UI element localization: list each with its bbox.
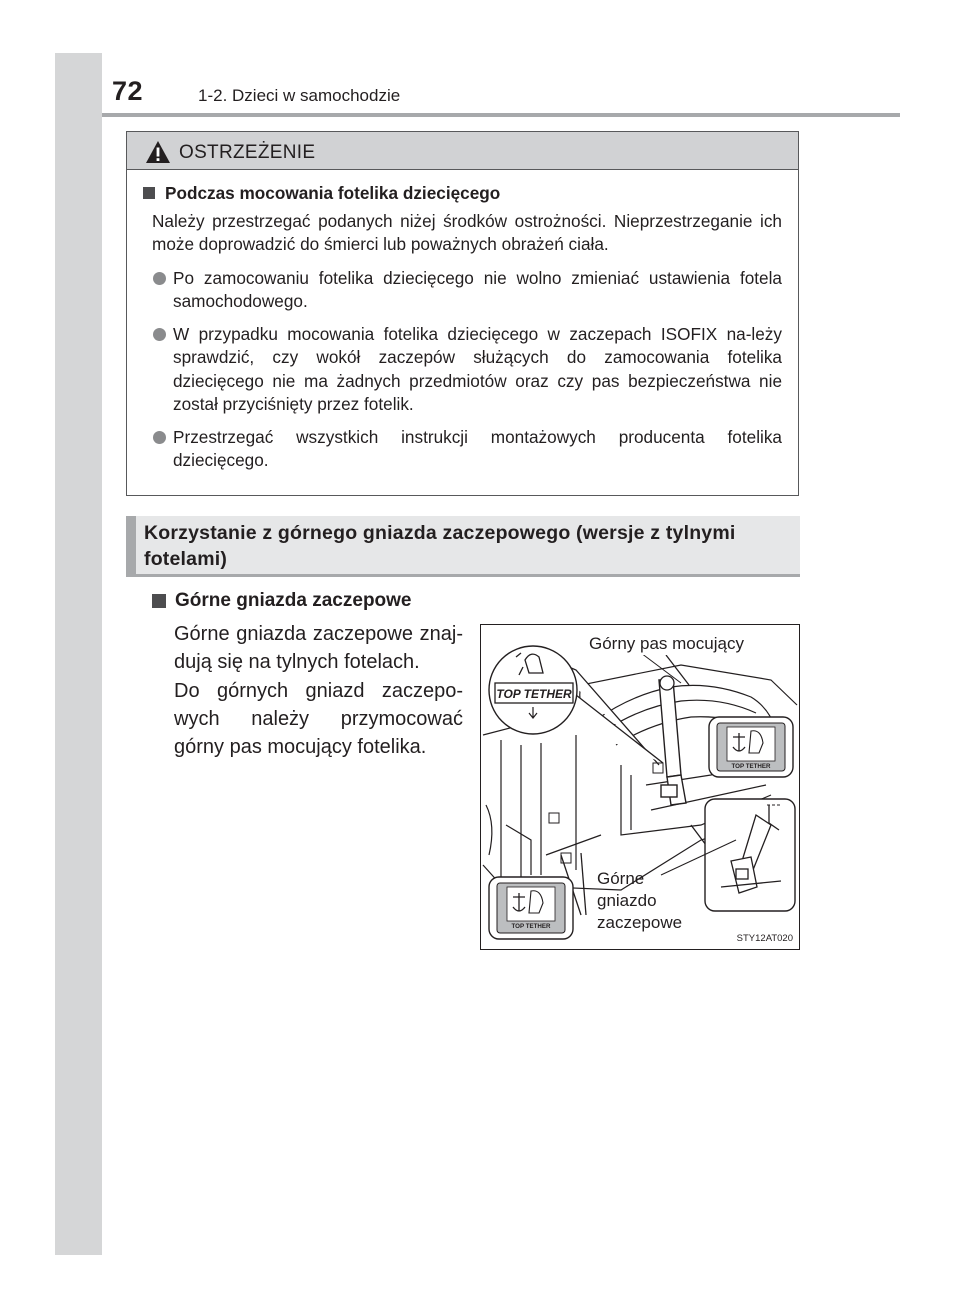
warning-bullet-text: W przypadku mocowania fotelika dziecięcego w zaczepach ISOFIX na-leży sprawdzić, czy wokół zaczepów służących do zamocowania fotelika dziecięcego nie ma żadnych przedmiotów oraz czy pas bezpieczeństwa nie został przyciśnięty przez fotelik. (173, 323, 782, 414)
warning-bullet (143, 426, 782, 473)
top-tether-large-text: TOP TETHER (496, 687, 572, 701)
body-paragraph: Górne gniazda zaczepowe znaj-dują się na tylnych fotelach. (174, 623, 463, 673)
section-title: Korzystanie z górnego gniazda zaczepowego (wersje z tylnymi fotelami) (144, 522, 736, 570)
topic-heading-text: Górne gniazda zaczepowe (175, 590, 412, 611)
round-bullet-icon (153, 272, 166, 285)
round-bullet-icon (153, 328, 166, 341)
warning-box (126, 131, 799, 496)
square-bullet-icon (143, 187, 155, 199)
round-bullet-icon (153, 431, 166, 444)
warning-bullet-text: Przestrzegać wszystkich instrukcji montażowych producenta fotelika dziecięcego. (173, 426, 782, 470)
top-tether-badge-text: TOP TETHER (731, 763, 771, 770)
margin-bar (55, 53, 102, 1255)
warning-bullet (143, 267, 782, 314)
section-title-box (126, 516, 800, 577)
header-divider (102, 113, 900, 117)
figure-code: STY12AT020 (736, 933, 793, 944)
running-header: 1-2. Dzieci w samochodzie (198, 86, 401, 105)
label-top-tether-anchor: Górne gniazdo zaczepowe (597, 869, 683, 932)
top-tether-badge-text: TOP TETHER (511, 923, 551, 930)
square-bullet-icon (152, 594, 166, 608)
warning-body (127, 170, 798, 473)
warning-subheading-text: Podczas mocowania fotelika dziecięcego (165, 183, 501, 203)
warning-icon (145, 140, 171, 164)
illustration (480, 624, 800, 950)
topic-heading (152, 590, 412, 612)
warning-subheading (143, 182, 782, 206)
label-top-tether-strap: Górny pas mocujący (589, 634, 744, 653)
page-number: 72 (112, 76, 144, 106)
warning-header (127, 132, 798, 170)
warning-title: OSTRZEŻENIE (179, 142, 316, 163)
warning-bullet-text: Po zamocowaniu fotelika dziecięcego nie wolno zmieniać ustawienia fotela samochodowego. (173, 267, 782, 311)
warning-intro: Należy przestrzegać podanych niżej środków ostrożności. Nieprzestrzeganie ich może doprowadzić do śmierci lub poważnych obrażeń ciała. (152, 210, 782, 254)
body-paragraph: Do górnych gniazd zaczepo-wych należy przymocować górny pas mocujący fotelika. (174, 680, 463, 758)
warning-bullet (143, 323, 782, 417)
